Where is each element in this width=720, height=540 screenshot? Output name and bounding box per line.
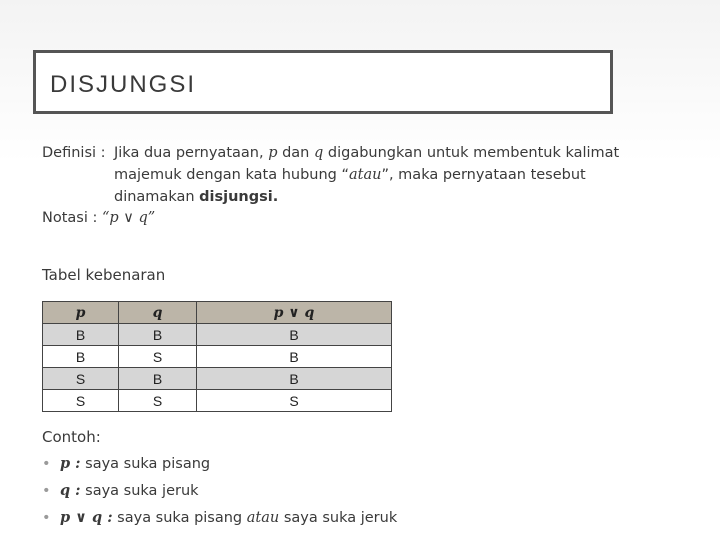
notation-value: “p ∨ q”: [101, 210, 156, 226]
table-cell: B: [43, 324, 119, 346]
bullet-icon: •: [42, 510, 51, 526]
table-cell: S: [119, 346, 197, 368]
table-cell: S: [43, 368, 119, 390]
header-p: p: [43, 302, 119, 324]
table-title: Tabel kebenaran: [42, 266, 166, 284]
definition-q: q: [313, 145, 324, 161]
header-q: q: [119, 302, 197, 324]
definition-text-1: Jika dua pernyataan,: [114, 145, 264, 161]
examples-title: Contoh:: [42, 428, 101, 446]
bullet-icon: •: [42, 456, 51, 472]
example-lead: q :: [60, 482, 81, 499]
bullet-icon: •: [42, 483, 51, 499]
truth-table: [42, 301, 392, 412]
title-box: [33, 50, 613, 114]
table-cell: S: [119, 390, 197, 412]
definition-dan: dan: [282, 145, 310, 161]
definition-atau: atau: [348, 167, 382, 183]
example-text: saya suka pisang: [112, 510, 247, 526]
example-text: saya suka pisang: [80, 456, 211, 472]
definition-text-2: digabungkan untuk membentuk kalimat majemuk dengan kata hubung “: [114, 145, 620, 183]
notation-label: Notasi :: [42, 210, 98, 226]
definition-p: p: [268, 145, 278, 161]
table-cell: B: [43, 346, 119, 368]
table-row: [43, 346, 392, 368]
example-text: saya suka jeruk: [80, 483, 199, 499]
table-cell: S: [43, 390, 119, 412]
table-row: [43, 390, 392, 412]
examples-list: [42, 453, 397, 534]
table-cell: B: [197, 324, 392, 346]
example-lead: p ∨ q :: [60, 509, 113, 526]
list-item: [42, 453, 397, 480]
table-cell: B: [197, 346, 392, 368]
definition-label: Definisi :: [42, 145, 106, 161]
definition-text-3: ”, maka pernyataan tesebut dinamakan: [114, 167, 586, 205]
example-text-end: saya suka jeruk: [279, 510, 398, 526]
table-cell: B: [119, 324, 197, 346]
definition-term: disjungsi.: [199, 189, 279, 205]
list-item: [42, 507, 397, 534]
example-lead: p :: [60, 455, 81, 472]
table-cell: B: [119, 368, 197, 390]
notation: [42, 210, 155, 226]
table-cell: S: [197, 390, 392, 412]
table-header-row: [43, 302, 392, 324]
table-row: [43, 324, 392, 346]
definition-text: [114, 142, 654, 208]
slide-title: DISJUNGSI: [50, 71, 197, 98]
table-row: [43, 368, 392, 390]
table-cell: B: [197, 368, 392, 390]
list-item: [42, 480, 397, 507]
header-p-or-q: p ∨ q: [197, 302, 392, 324]
example-atau: atau: [246, 510, 280, 526]
